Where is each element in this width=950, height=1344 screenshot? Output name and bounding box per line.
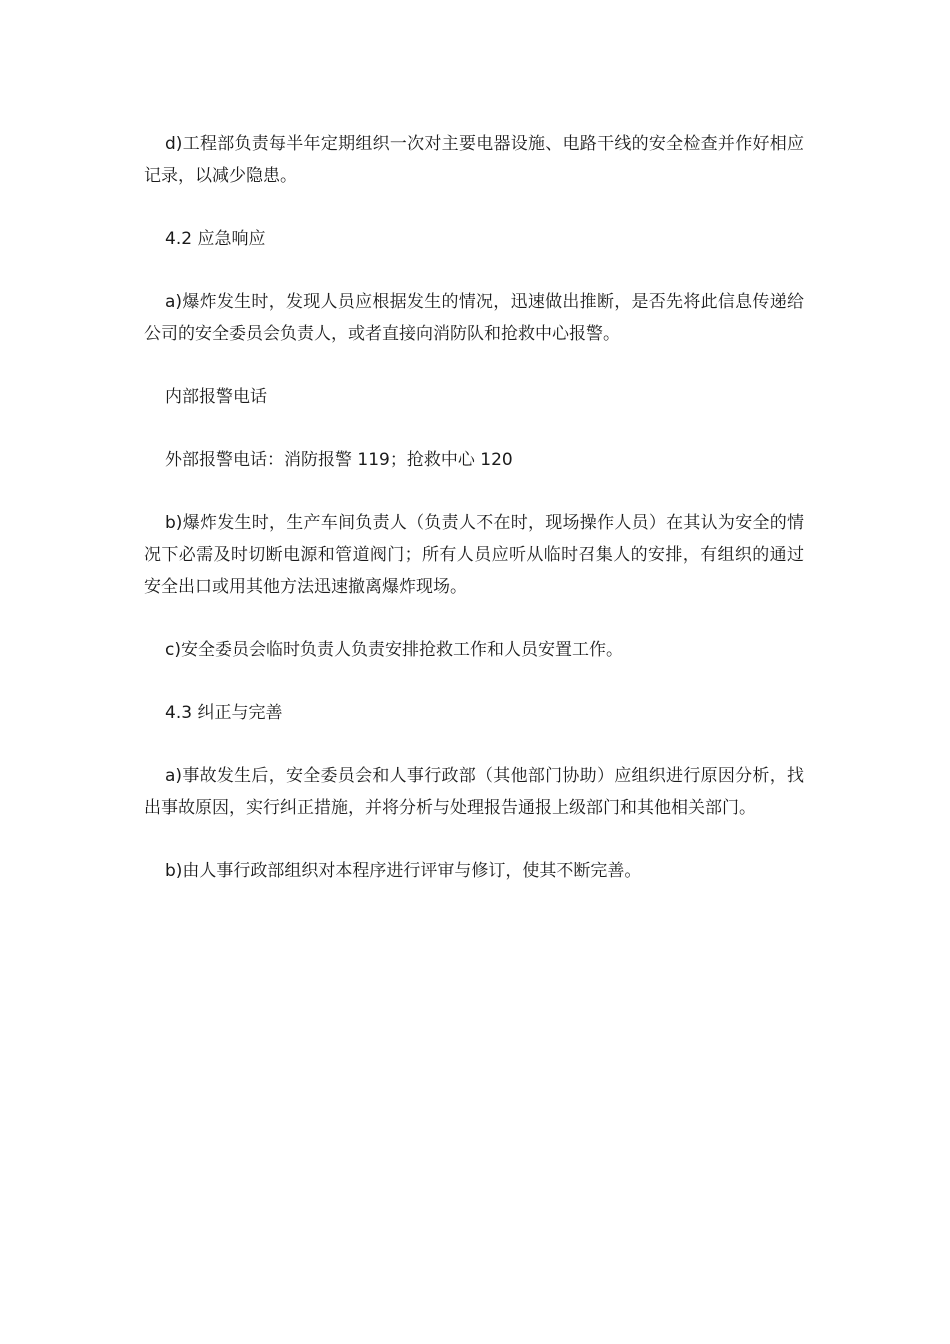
document-body [144, 128, 804, 918]
paragraph-external-alarm-phone: 外部报警电话：消防报警 119；抢救中心 120 [165, 450, 513, 470]
section-heading-emergency-response: 4.2 应急响应 [165, 229, 266, 249]
paragraph-explosion-report: a)爆炸发生时，发现人员应根据发生的情况，迅速做出推断，是否先将此信息传递给公司的安全委员会负责人，或者直接向消防队和抢救中心报警。 [144, 292, 804, 344]
paragraph-procedure-review: b)由人事行政部组织对本程序进行评审与修订，使其不断完善。 [165, 861, 642, 881]
paragraph-evacuation: b)爆炸发生时，生产车间负责人（负责人不在时，现场操作人员）在其认为安全的情况下必需及时切断电源和管道阀门；所有人员应听从临时召集人的安排，有组织的通过安全出口或用其他方法迅速撤离爆炸现场。 [144, 513, 804, 597]
paragraph-cause-analysis: a)事故发生后，安全委员会和人事行政部（其他部门协助）应组织进行原因分析，找出事故原因，实行纠正措施，并将分析与处理报告通报上级部门和其他相关部门。 [144, 766, 804, 818]
section-heading-correction: 4.3 纠正与完善 [165, 703, 283, 723]
paragraph-internal-alarm-phone: 内部报警电话 [165, 387, 267, 407]
paragraph-engineering-inspection: d)工程部负责每半年定期组织一次对主要电器设施、电路干线的安全检查并作好相应记录，以减少隐患。 [144, 134, 804, 186]
paragraph-rescue-arrangement: c)安全委员会临时负责人负责安排抢救工作和人员安置工作。 [165, 640, 623, 660]
